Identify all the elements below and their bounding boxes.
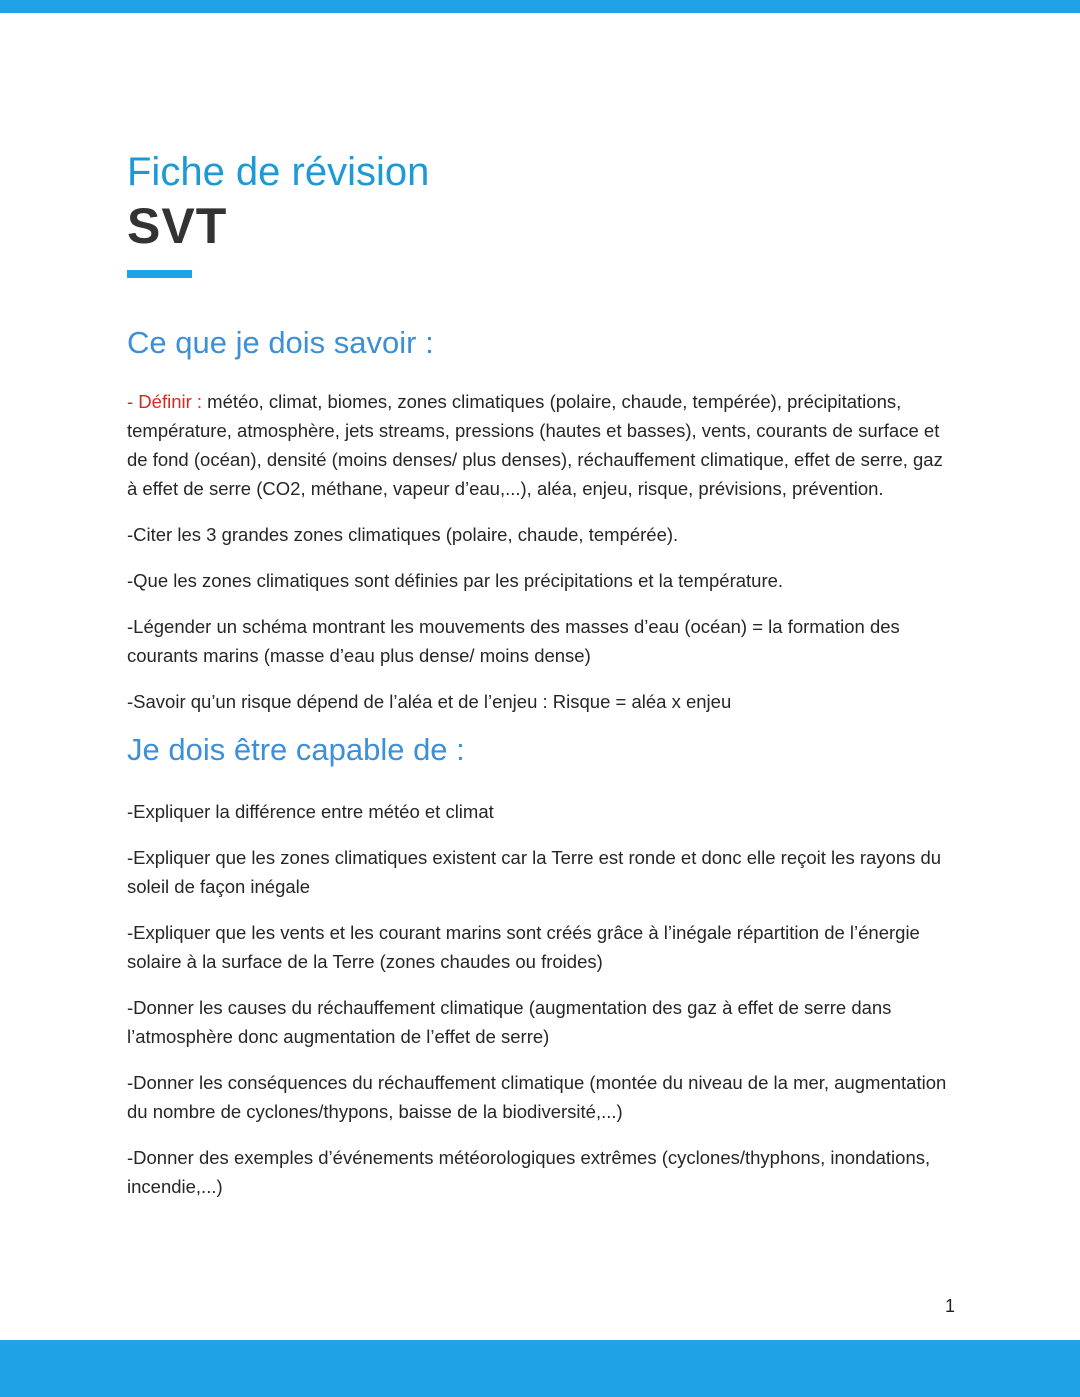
definir-text: météo, climat, biomes, zones climatiques (polaire, chaude, tempérée), précipitations, température, atmosphère, jets streams, pressions (hautes et basses), vents, courants de surface et de fond (océan), densité (moins denses/ plus denses), réchauffement climatique, effet de serre, gaz à effet de serre (CO2, méthane, vapeur d’eau,...), aléa, enjeu, risque, prévisions, prévention. [127,391,943,499]
page-content [127,148,957,1201]
know-item: -Savoir qu’un risque dépend de l’aléa et de l’enjeu : Risque = aléa x enjeu [127,691,732,712]
capable-item: -Donner les conséquences du réchauffement climatique (montée du niveau de la mer, augmentation du nombre de cyclones/thypons, baisse de la biodiversité,...) [127,1072,947,1122]
top-accent-bar [0,0,1080,13]
capable-item: -Expliquer la différence entre météo et climat [127,801,494,822]
capable-item: -Expliquer que les zones climatiques existent car la Terre est ronde et donc elle reçoit les rayons du soleil de façon inégale [127,847,942,897]
document-title: Fiche de révision [127,150,430,194]
know-item: -Citer les 3 grandes zones climatiques (polaire, chaude, tempérée). [127,524,679,545]
capable-item: -Donner les causes du réchauffement climatique (augmentation des gaz à effet de serre dans l’atmosphère donc augmentation de l’effet de serre) [127,997,892,1047]
document-subject: SVT [127,198,228,254]
definir-label: - Définir : [127,391,203,412]
section-heading-know: Ce que je dois savoir : [127,325,434,360]
definir-paragraph [127,387,957,503]
know-item: -Que les zones climatiques sont définies par les précipitations et la température. [127,570,784,591]
know-list [127,387,957,716]
capable-item: -Expliquer que les vents et les courant marins sont créés grâce à l’inégale répartition de l’énergie solaire à la surface de la Terre (zones chaudes ou froides) [127,922,920,972]
capable-item: -Donner des exemples d’événements météorologiques extrêmes (cyclones/thyphons, inondations, incendie,...) [127,1147,931,1197]
know-item: -Légender un schéma montrant les mouvements des masses d’eau (océan) = la formation des courants marins (masse d’eau plus dense/ moins dense) [127,616,900,666]
bottom-accent-bar [0,1340,1080,1397]
page-number: 1 [944,1296,955,1316]
capable-list [127,797,957,1201]
section-heading-capable: Je dois être capable de : [127,732,465,767]
title-underline [127,270,192,278]
